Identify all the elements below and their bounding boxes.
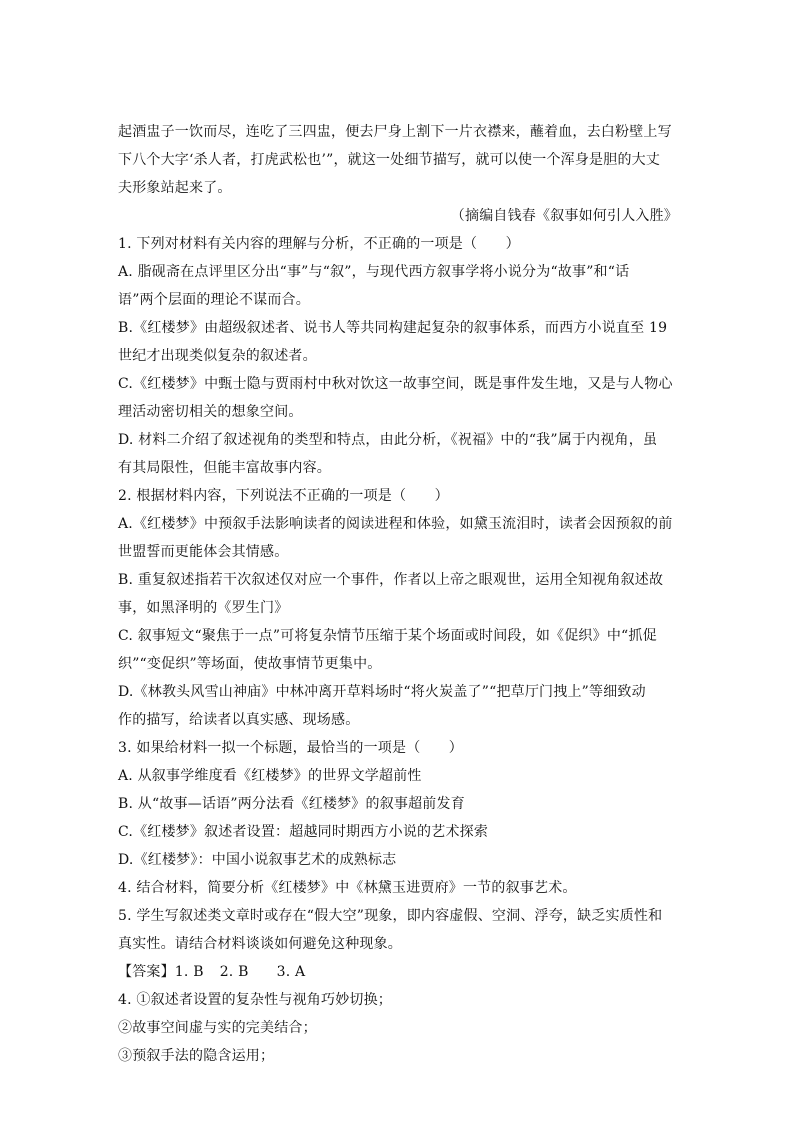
answer-key-label: 【答案】1. B: [118, 964, 204, 980]
question-3-option-a: A. 从叙事学维度看《红楼梦》的世界文学超前性: [118, 768, 422, 784]
answer-4-line-3: ③预叙手法的隐含运用；: [118, 1048, 275, 1064]
question-1-option-b-line-1: B.《红楼梦》由超级叙述者、说书人等共同构建起复杂的叙事体系，而西方小说直至 19: [118, 320, 668, 336]
question-1-option-a-line-2: 语”两个层面的理论不谋而合。: [118, 292, 310, 308]
question-2-option-b-line-1: B. 重复叙述指若干次叙述仅对应一个事件，作者以上帝之眼观世，运用全知视角叙述故: [118, 572, 664, 588]
question-1-option-d-line-1: D. 材料二介绍了叙述视角的类型和特点，由此分析，《祝福》中的“我”属于内视角，虽: [118, 432, 658, 448]
document-page: [118, 118, 678, 1070]
question-3-option-d: D.《红楼梦》：中国小说叙事艺术的成熟标志: [118, 852, 397, 868]
intro-line-3: 夫形象站起来了。: [118, 180, 232, 196]
question-1-option-c-line-2: 理活动密切相关的想象空间。: [118, 404, 303, 420]
question-1-option-d-line-2: 有其局限性，但能丰富故事内容。: [118, 460, 331, 476]
question-1-option-c-line-1: C.《红楼梦》中甄士隐与贾雨村中秋对饮这一故事空间，既是事件发生地，又是与人物心: [118, 376, 673, 392]
answer-2: 2. B: [219, 964, 249, 980]
question-1-option-b-line-2: 世纪才出现类似复杂的叙述者。: [118, 348, 317, 364]
intro-line-2: 下八个大字‘杀人者，打虎武松也’”，就这一处细节描写，就可以使一个浑身是胆的大丈: [118, 152, 661, 168]
question-1-stem: 1. 下列对材料有关内容的理解与分析，不正确的一项是（ ）: [118, 236, 520, 252]
question-2-option-c-line-2: 织”“变促织”等场面，使故事情节更集中。: [118, 656, 382, 672]
question-2-option-b-line-2: 事，如黑泽明的《罗生门》: [118, 600, 289, 616]
source-citation: （摘编自钱春《叙事如何引人入胜》: [450, 208, 678, 224]
question-5-line-2: 真实性。请结合材料谈谈如何避免这种现象。: [118, 936, 402, 952]
answer-4-line-1: 4. ①叙述者设置的复杂性与视角巧妙切换；: [118, 992, 393, 1008]
question-4-stem: 4. 结合材料，简要分析《红楼梦》中《林黛玉进贾府》一节的叙事艺术。: [118, 880, 577, 896]
question-3-option-c: C.《红楼梦》叙述者设置：超越同时期西方小说的艺术探索: [118, 824, 489, 840]
question-2-option-d-line-1: D.《林教头风雪山神庙》中林冲离开草料场时“将火炭盖了”“把草厅门拽上”等细致动: [118, 684, 646, 700]
question-2-option-a-line-2: 世盟誓而更能体会其情感。: [118, 544, 289, 560]
question-5-line-1: 5. 学生写叙述类文章时或存在“假大空”现象，即内容虚假、空洞、浮夸，缺乏实质性和: [118, 908, 663, 924]
intro-line-1: 起酒盅子一饮而尽，连吃了三四盅，便去尸身上割下一片衣襟来，蘸着血，去白粉壁上写: [118, 124, 672, 140]
answer-key: [118, 958, 678, 986]
answer-4-line-2: ②故事空间虚与实的完美结合；: [118, 1020, 317, 1036]
question-1-option-a-line-1: A. 脂砚斋在点评里区分出“事”与“叙”，与现代西方叙事学将小说分为“故事”和“话: [118, 264, 630, 280]
question-2-stem: 2. 根据材料内容，下列说法不正确的一项是（ ）: [118, 488, 449, 504]
answer-3: 3. A: [276, 964, 306, 980]
question-2-option-c-line-1: C. 叙事短文“聚焦于一点”可将复杂情节压缩于某个场面或时间段，如《促织》中“抓促: [118, 628, 657, 644]
question-2-option-d-line-2: 作的描写，给读者以真实感、现场感。: [118, 712, 360, 728]
question-2-option-a-line-1: A.《红楼梦》中预叙手法影响读者的阅读进程和体验，如黛玉流泪时，读者会因预叙的前: [118, 516, 673, 532]
question-3-option-b: B. 从“故事—话语”两分法看《红楼梦》的叙事超前发育: [118, 796, 465, 812]
question-3-stem: 3. 如果给材料一拟一个标题，最恰当的一项是（ ）: [118, 740, 464, 756]
